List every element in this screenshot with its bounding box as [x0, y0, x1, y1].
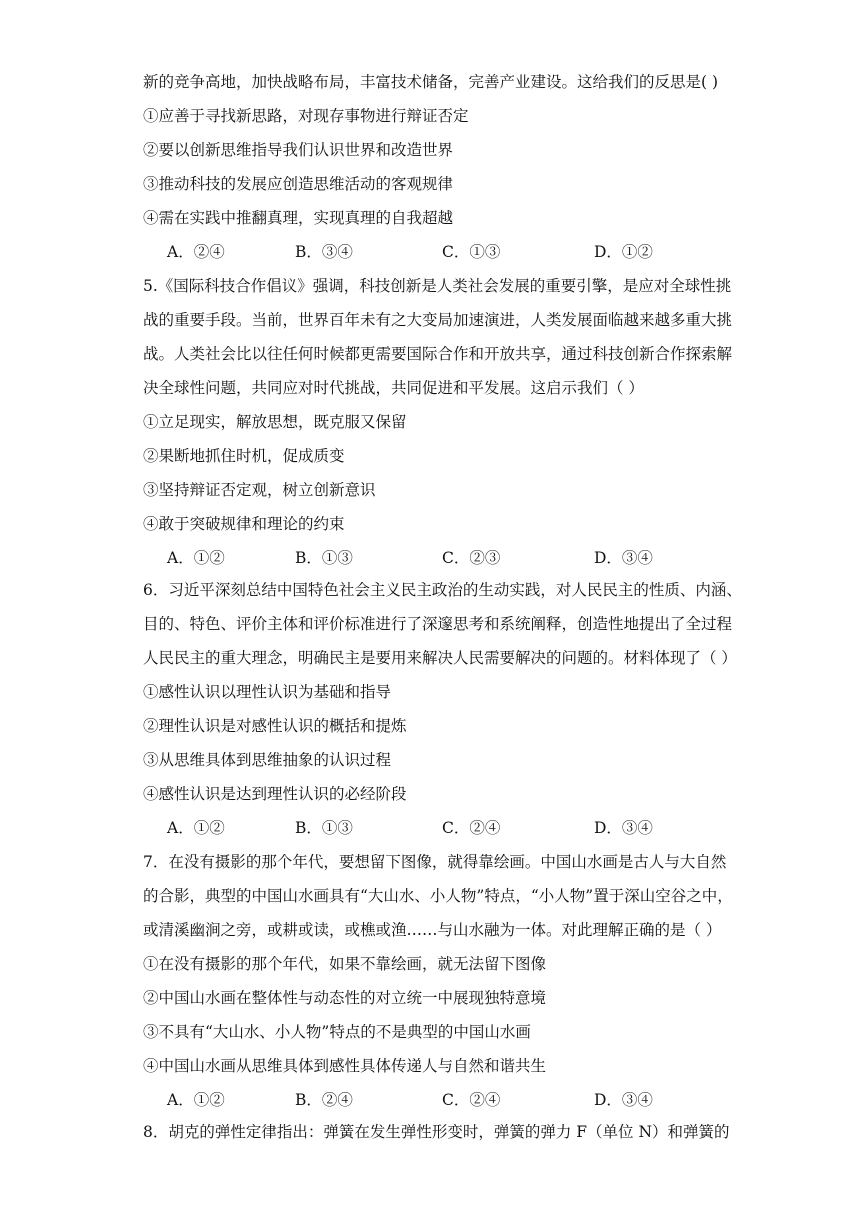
- q4-option-b[interactable]: B．③④: [295, 243, 353, 261]
- q6-stem-line: 6．习近平深刻总结中国特色社会主义民主政治的生动实践，对人民民主的性质、内涵、: [143, 581, 742, 599]
- q5-stem-line: 战的重要手段。当前，世界百年未有之大变局加速演进，人类发展面临越来越多重大挑: [143, 311, 733, 329]
- q7-option-c[interactable]: C．②④: [442, 1091, 501, 1109]
- q5-stem-line: 战。人类社会比以往任何时候都更需要国际合作和开放共享，通过科技创新合作探索解: [143, 345, 733, 363]
- q6-option-d[interactable]: D．③④: [594, 819, 653, 837]
- q7-option-b[interactable]: B．②④: [295, 1091, 353, 1109]
- q4-item-4: ④需在实践中推翻真理，实现真理的自我超越: [143, 209, 454, 227]
- q5-option-d[interactable]: D．③④: [594, 549, 653, 567]
- q4-option-c[interactable]: C．①③: [442, 243, 501, 261]
- q5-options: [167, 548, 687, 568]
- q4-item-1: ①应善于寻找新思路，对现存事物进行辩证否定: [143, 107, 469, 125]
- q7-stem-line: 的合影，典型的中国山水画具有“大山水、小人物”特点，“小人物”置于深山空谷之中，: [143, 887, 733, 905]
- q5-option-c[interactable]: C．②③: [442, 549, 501, 567]
- q4-item-2: ②要以创新思维指导我们认识世界和改造世界: [143, 141, 454, 159]
- q7-option-a[interactable]: A．①②: [167, 1091, 225, 1109]
- q6-stem-line: 人民民主的重大理念，明确民主是要用来解决人民需要解决的问题的。材料体现了（ ）: [143, 649, 737, 667]
- q6-option-b[interactable]: B．①③: [295, 819, 353, 837]
- q6-item-4: ④感性认识是达到理性认识的必经阶段: [143, 785, 407, 803]
- q5-stem-line: 5.《国际科技合作倡议》强调，科技创新是人类社会发展的重要引擎，是应对全球性挑: [143, 277, 732, 295]
- q5-option-b[interactable]: B．①③: [295, 549, 353, 567]
- q6-option-a[interactable]: A．①②: [167, 819, 225, 837]
- q6-options: [167, 818, 687, 838]
- q4-option-a[interactable]: A．②④: [167, 243, 225, 261]
- q5-item-4: ④敢于突破规律和理论的约束: [143, 515, 345, 533]
- q6-item-3: ③从思维具体到思维抽象的认识过程: [143, 751, 392, 769]
- q4-options: [167, 242, 687, 262]
- q5-item-1: ①立足现实，解放思想，既克服又保留: [143, 413, 407, 431]
- q7-item-3: ③不具有“大山水、小人物”特点的不是典型的中国山水画: [143, 1023, 531, 1041]
- q6-option-c[interactable]: C．②④: [442, 819, 501, 837]
- q4-option-d[interactable]: D．①②: [594, 243, 653, 261]
- q5-item-2: ②果断地抓住时机，促成质变: [143, 447, 345, 465]
- q4-stem-line: 新的竞争高地，加快战略布局，丰富技术储备，完善产业建设。这给我们的反思是( ): [143, 73, 719, 91]
- q4-item-3: ③推动科技的发展应创造思维活动的客观规律: [143, 175, 454, 193]
- q7-stem-line: 或清溪幽涧之旁，或耕或读，或樵或渔……与山水融为一体。对此理解正确的是（ ）: [143, 921, 722, 939]
- q7-item-2: ②中国山水画在整体性与动态性的对立统一中展现独特意境: [143, 989, 547, 1007]
- q5-item-3: ③坚持辩证否定观，树立创新意识: [143, 481, 376, 499]
- q5-option-a[interactable]: A．①②: [167, 549, 225, 567]
- q6-stem-line: 目的、特色、评价主体和评价标准进行了深邃思考和系统阐释，创造性地提出了全过程: [143, 615, 733, 633]
- q7-options: [167, 1090, 687, 1110]
- q8-stem-line: 8．胡克的弹性定律指出：弹簧在发生弹性形变时，弹簧的弹力 F（单位 N）和弹簧的: [143, 1123, 730, 1141]
- q7-item-1: ①在没有摄影的那个年代，如果不靠绘画，就无法留下图像: [143, 955, 547, 973]
- q7-option-d[interactable]: D．③④: [594, 1091, 653, 1109]
- q6-item-2: ②理性认识是对感性认识的概括和提炼: [143, 717, 407, 735]
- q7-stem-line: 7．在没有摄影的那个年代，要想留下图像，就得靠绘画。中国山水画是古人与大自然: [143, 853, 727, 871]
- q7-item-4: ④中国山水画从思维具体到感性具体传递人与自然和谐共生: [143, 1057, 547, 1075]
- q5-stem-line: 决全球性问题，共同应对时代挑战，共同促进和平发展。这启示我们（ ）: [143, 379, 644, 397]
- q6-item-1: ①感性认识以理性认识为基础和指导: [143, 683, 392, 701]
